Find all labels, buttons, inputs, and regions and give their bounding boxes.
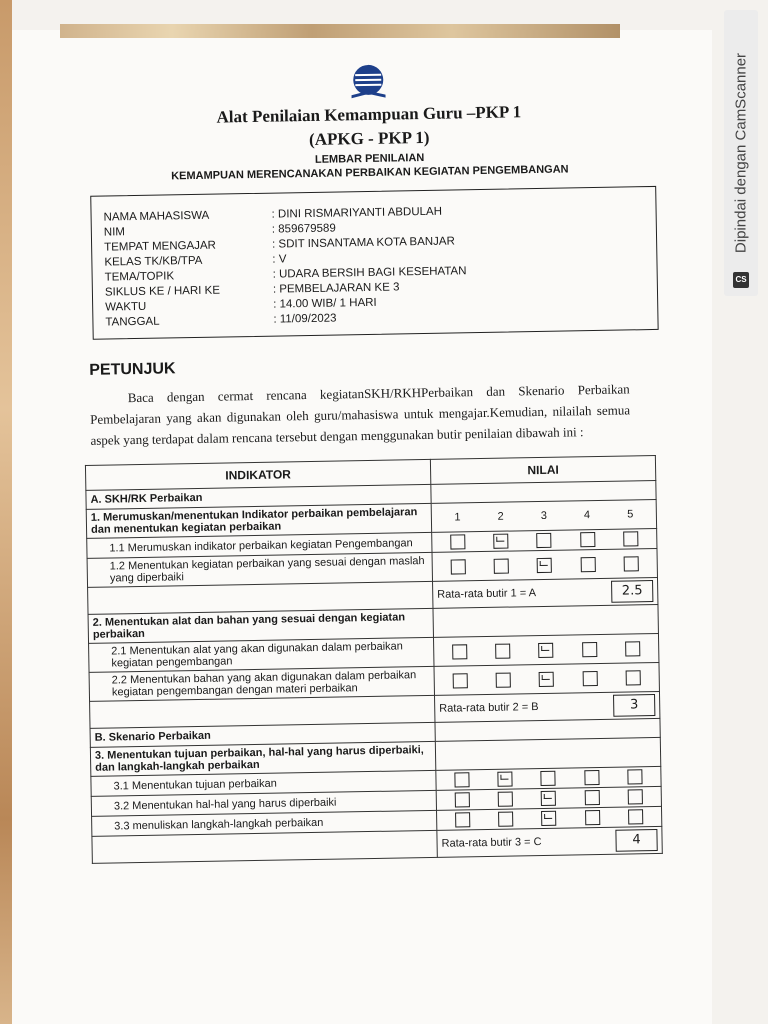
item-2-label: 2. Menentukan alat dan bahan yang sesuai dengan kegiatan perbaikan [88, 608, 433, 643]
score-checkbox-2[interactable] [498, 772, 513, 787]
score-checkbox-2[interactable] [496, 672, 511, 687]
item-2-1-label: 2.1 Menentukan alat yang akan digunakan dalam perbaikan kegiatan pengembangan [89, 637, 434, 672]
student-info-box [90, 186, 658, 340]
score-checkbox-3[interactable] [537, 557, 552, 572]
item-1-2-label: 1.2 Menentukan kegiatan perbaikan yang sesuai dengan maslah yang diperbaiki [87, 552, 432, 587]
item-3-1-label: 3.1 Menentukan tujuan perbaikan [91, 770, 436, 796]
info-value: : SDIT INSANTAMA KOTA BANJAR [272, 235, 455, 251]
item-3-3-label: 3.3 menuliskan langkah-langkah perbaikan [92, 810, 437, 836]
page-edge-left [0, 0, 12, 1024]
score-checkbox-5[interactable] [627, 769, 642, 784]
score-checkbox-1[interactable] [452, 644, 467, 659]
score-checkbox-2[interactable] [495, 643, 510, 658]
score-checkbox-3[interactable] [542, 811, 557, 826]
average-2-value: 3 [613, 694, 655, 717]
info-label: TANGGAL [105, 315, 160, 329]
score-checkbox-4[interactable] [582, 642, 597, 657]
average-row-2 [439, 694, 655, 720]
info-label: SIKLUS KE / HARI KE [104, 284, 221, 299]
score-boxes-1-2 [437, 556, 653, 575]
score-checkbox-5[interactable] [625, 670, 640, 685]
score-checkbox-4[interactable] [584, 790, 599, 805]
info-label: TEMPAT MENGAJAR [104, 239, 217, 254]
section-b-label: B. Skenario Perbaikan [90, 722, 435, 747]
item-3-label: 3. Menentukan tujuan perbaikan, hal-hal yang harus diperbaiki, dan langkah-langkah perbaikan [90, 741, 435, 776]
score-checkbox-5[interactable] [625, 641, 640, 656]
average-1-value: 2.5 [611, 580, 653, 603]
info-label: TEMA/TOPIK [104, 270, 175, 284]
score-checkbox-4[interactable] [580, 532, 595, 547]
info-value: : PEMBELAJARAN KE 3 [272, 281, 400, 296]
score-boxes-3-2 [441, 789, 657, 808]
score-checkbox-1[interactable] [454, 772, 469, 787]
score-checkbox-2[interactable] [494, 558, 509, 573]
score-boxes-3-1 [440, 769, 656, 788]
average-2-label: Rata-rata butir 2 = B [439, 701, 539, 715]
score-checkbox-4[interactable] [585, 810, 600, 825]
average-1-label: Rata-rata butir 1 = A [437, 587, 537, 601]
score-checkbox-1[interactable] [455, 812, 470, 827]
score-checkbox-2[interactable] [498, 812, 513, 827]
assessment-table [85, 455, 663, 864]
instructions-text: Baca dengan cermat rencana kegiatanSKH/RKHPerbaikan dan Skenario Perbaikan Pembelajaran yang akan digunakan oleh guru/mahasiswa untuk mengajar.Kemudian, nilailah semua aspek yang terdapat dalam rencana tersebut dengan menggunakan butir penilaian dibawah ini : [90, 381, 631, 448]
info-label: NAMA MAHASISWA [103, 209, 210, 224]
watermark-text: Dipindai dengan CamScanner [732, 52, 750, 254]
document-title: Alat Penilaian Kemampuan Guru –PKP 1 [216, 102, 522, 127]
camscanner-icon: CS [733, 272, 749, 288]
camscanner-watermark [724, 10, 758, 296]
score-checkbox-2[interactable] [493, 534, 508, 549]
score-checkbox-2[interactable] [498, 792, 513, 807]
score-boxes-2-1 [438, 641, 654, 660]
info-value: : V [272, 253, 287, 266]
score-checkbox-3[interactable] [539, 671, 554, 686]
scale-numbers: 1 2 3 4 5 [454, 508, 634, 524]
score-checkbox-5[interactable] [623, 556, 638, 571]
score-checkbox-4[interactable] [582, 671, 597, 686]
instructions-heading: PETUNJUK [89, 360, 176, 379]
indikator-header: INDIKATOR [85, 459, 430, 490]
info-label: WAKTU [105, 300, 147, 314]
item-1-1-label: 1.1 Merumuskan indikator perbaikan kegiatan Pengembangan [87, 532, 432, 558]
document-subtitle: (APKG - PKP 1) [308, 127, 430, 149]
score-boxes-1-1 [436, 531, 652, 550]
score-checkbox-5[interactable] [628, 789, 643, 804]
score-checkbox-3[interactable] [537, 533, 552, 548]
average-row-3 [441, 829, 657, 855]
item-2-2-label: 2.2 Menentukan bahan yang akan digunakan dalam perbaikan kegiatan pengembangan dengan materi perbaikan [89, 666, 434, 701]
info-label: KELAS TK/KB/TPA [104, 254, 203, 269]
item-1-label: 1. Merumuskan/menentukan Indikator perbaikan pembelajaran dan menentukan kegiatan perbaikan [86, 503, 431, 538]
page-edge-top [60, 24, 620, 38]
score-checkbox-1[interactable] [451, 559, 466, 574]
score-checkbox-3[interactable] [541, 791, 556, 806]
info-value: : 859679589 [271, 222, 336, 236]
score-boxes-3-3 [441, 809, 657, 828]
score-checkbox-1[interactable] [450, 534, 465, 549]
info-label: NIM [103, 226, 126, 239]
info-value: : 14.00 WIB/ 1 HARI [273, 296, 377, 311]
nilai-header: NILAI [430, 455, 655, 484]
university-logo-icon [345, 63, 392, 104]
score-checkbox-5[interactable] [623, 531, 638, 546]
score-checkbox-5[interactable] [628, 809, 643, 824]
info-value: : 11/09/2023 [273, 312, 337, 326]
score-checkbox-3[interactable] [541, 771, 556, 786]
score-checkbox-3[interactable] [539, 642, 554, 657]
item-3-2-label: 3.2 Menentukan hal-hal yang harus diperbaiki [91, 790, 436, 816]
sheet-subheading: KEMAMPUAN MERENCANAKAN PERBAIKAN KEGIATAN PENGEMBANGAN [171, 163, 569, 183]
document-content [78, 58, 672, 864]
info-value: : DINI RISMARIYANTI ABDULAH [271, 205, 443, 221]
score-checkbox-1[interactable] [453, 673, 468, 688]
score-checkbox-1[interactable] [455, 792, 470, 807]
info-value: : UDARA BERSIH BAGI KESEHATAN [272, 265, 467, 281]
average-3-value: 4 [615, 829, 657, 852]
section-a-label: A. SKH/RK Perbaikan [86, 484, 431, 509]
score-boxes-2-2 [439, 670, 655, 689]
sheet-heading: LEMBAR PENILAIAN [314, 151, 425, 166]
score-checkbox-4[interactable] [584, 770, 599, 785]
average-row-1 [437, 580, 653, 606]
average-3-label: Rata-rata butir 3 = C [441, 836, 542, 850]
score-checkbox-4[interactable] [580, 557, 595, 572]
